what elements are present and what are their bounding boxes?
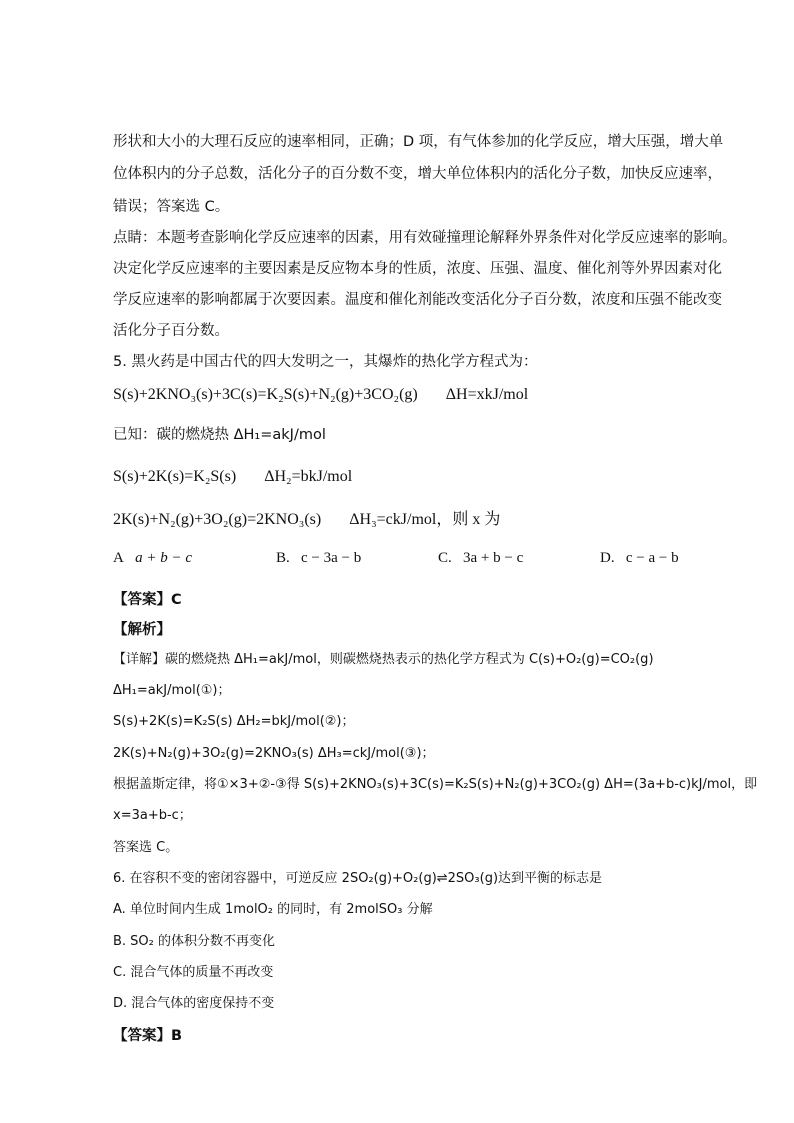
- analysis-5: 【解析】: [113, 622, 171, 638]
- equation-text: S(s)+2KNO₃(s)+3C(s)=K₂S(s)+N₂(g)+3CO₂(g): [113, 386, 418, 403]
- text-line: 活化分子百分数。: [113, 323, 229, 339]
- text-line: 形状和大小的大理石反应的速率相同，正确；D 项，有气体参加的化学反应，增大压强，增大单: [113, 134, 724, 150]
- option-value: a + b − c: [135, 550, 192, 566]
- option-value: c − a − b: [625, 550, 679, 566]
- option-a: A. 单位时间内生成 1molO₂ 的同时，有 2molSO₃ 分解: [113, 902, 433, 917]
- option-a: [113, 548, 192, 568]
- equation-3: [113, 510, 500, 530]
- option-value: 3a + b − c: [463, 550, 524, 566]
- equation-main: [113, 385, 528, 405]
- option-letter: B.: [276, 550, 290, 566]
- detail-line: ΔH₁=akJ/mol(①)；: [113, 683, 231, 698]
- option-letter: C.: [438, 550, 452, 566]
- question-5: 5. 黑火药是中国古代的四大发明之一，其爆炸的热化学方程式为：: [113, 354, 538, 370]
- answer-6: 【答案】B: [113, 1028, 183, 1044]
- detail-line: 根据盖斯定律，将①×3+②-③得 S(s)+2KNO₃(s)+3C(s)=K₂S(s)+N₂(g)+3CO₂(g) ΔH=(3a+b-c)kJ/mol，即: [113, 777, 758, 792]
- option-letter: D.: [600, 550, 615, 566]
- tip-line: 点睛：本题考查影响化学反应速率的因素，用有效碰撞理论解释外界条件对化学反应速率的影响。: [113, 230, 737, 246]
- text-line: 学反应速率的影响都属于次要因素。温度和催化剂能改变活化分子百分数，浓度和压强不能改变: [113, 292, 722, 308]
- equation-text: S(s)+2K(s)=K₂S(s): [113, 468, 237, 485]
- enthalpy-label: ΔH₂=bkJ/mol: [264, 468, 353, 485]
- option-b: B. SO₂ 的体积分数不再变化: [113, 934, 276, 949]
- option-c: C. 混合气体的质量不再改变: [113, 965, 274, 980]
- known-line: 已知：碳的燃烧热 ΔH₁=akJ/mol: [113, 427, 326, 443]
- equation-2: [113, 467, 352, 487]
- text-line: 决定化学反应速率的主要因素是反应物本身的性质，浓度、压强、温度、催化剂等外界因素对化: [113, 261, 722, 277]
- option-d: D. 混合气体的密度保持不变: [113, 996, 275, 1011]
- detail-line: 2K(s)+N₂(g)+3O₂(g)=2KNO₃(s) ΔH₃=ckJ/mol(③)；: [113, 746, 435, 761]
- detail-line: 答案选 C。: [113, 840, 179, 855]
- detail-line: x=3a+b-c；: [113, 808, 192, 823]
- enthalpy-label: ΔH₃=ckJ/mol，则 x 为: [349, 511, 501, 528]
- option-c: [438, 548, 523, 568]
- text-line: 位体积内的分子总数，活化分子的百分数不变，增大单位体积内的活化分子数，加快反应速率，: [113, 166, 722, 182]
- option-letter: A: [113, 550, 124, 566]
- option-value: c − 3a − b: [301, 550, 362, 566]
- equation-text: 2K(s)+N₂(g)+3O₂(g)=2KNO₃(s): [113, 511, 322, 528]
- text-line: 错误；答案选 C。: [113, 199, 230, 215]
- enthalpy-label: ΔH=xkJ/mol: [445, 386, 529, 403]
- option-d: [600, 548, 679, 568]
- detail-line: S(s)+2K(s)=K₂S(s) ΔH₂=bkJ/mol(②)；: [113, 714, 355, 729]
- question-6: 6. 在容积不变的密闭容器中，可逆反应 2SO₂(g)+O₂(g)⇌2SO₃(g)达到平衡的标志是: [113, 871, 603, 886]
- answer-5: 【答案】C: [113, 592, 182, 608]
- detail-line: 【详解】碳的燃烧热 ΔH₁=akJ/mol，则碳燃烧热表示的热化学方程式为 C(s)+O₂(g)=CO₂(g): [113, 652, 654, 667]
- option-b: [276, 548, 361, 568]
